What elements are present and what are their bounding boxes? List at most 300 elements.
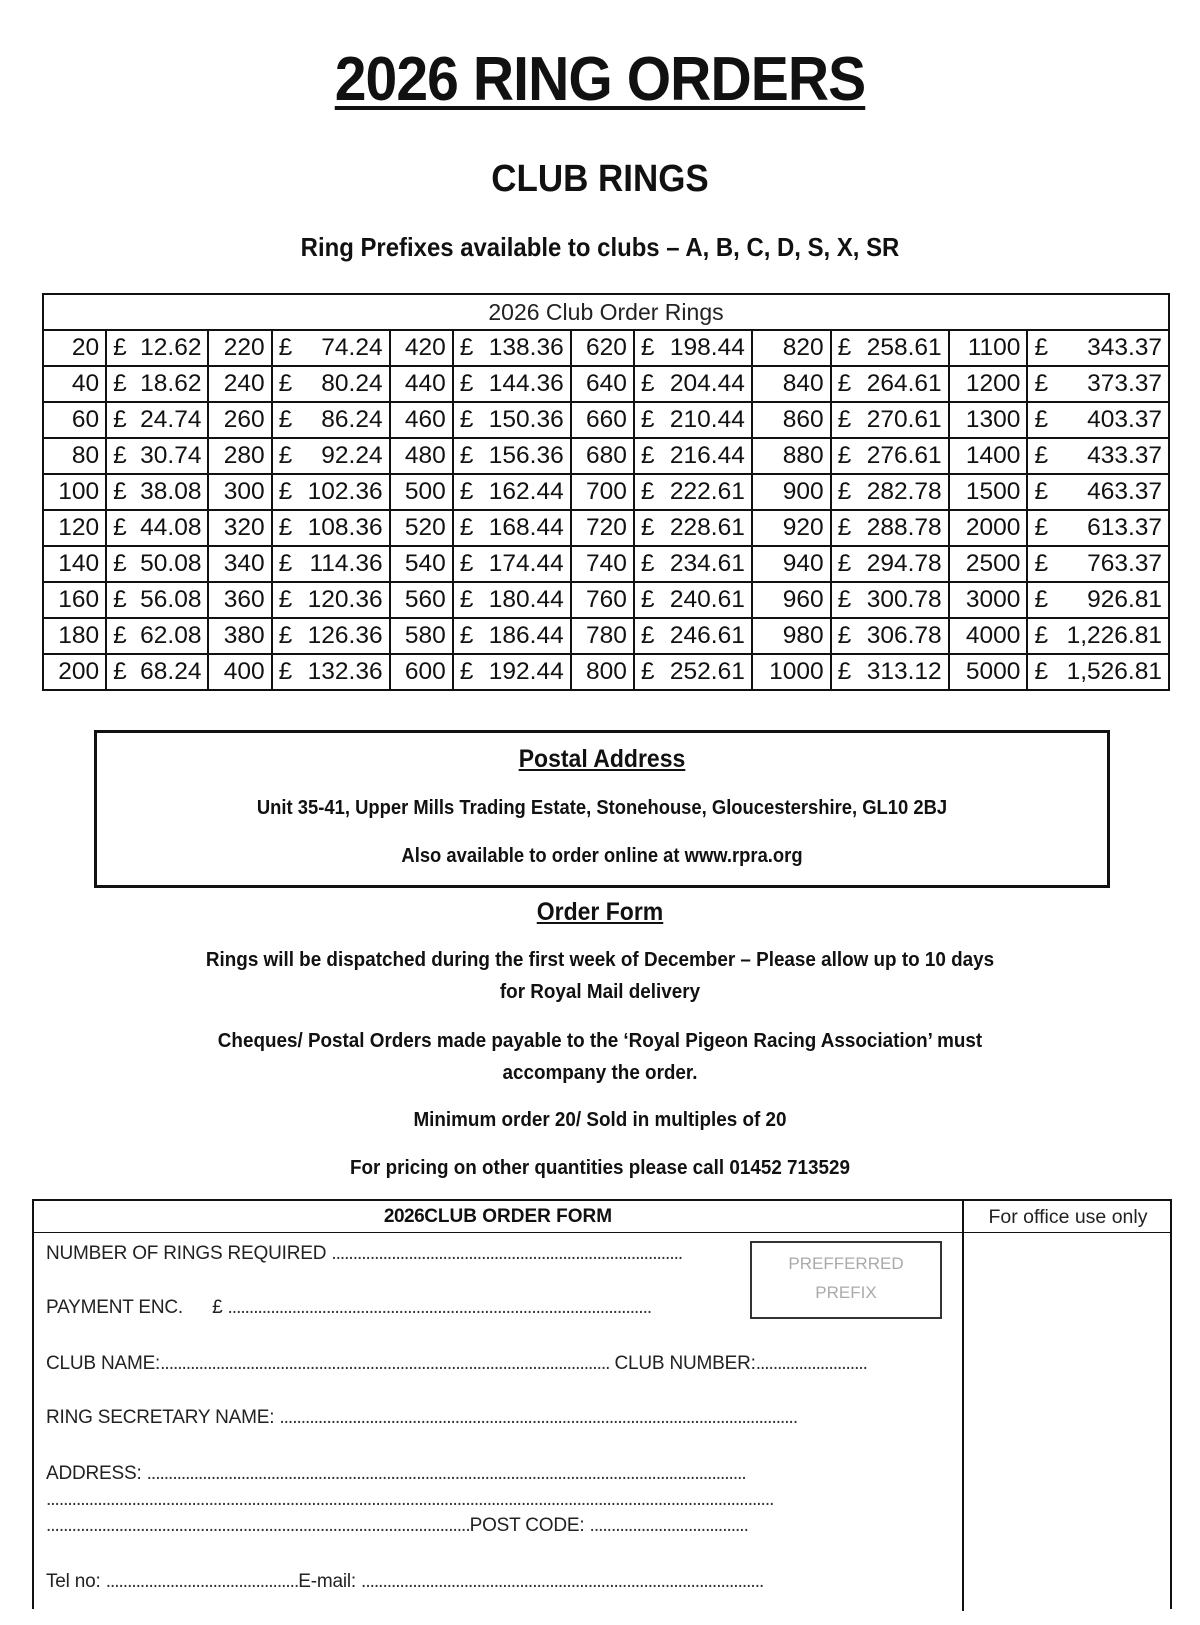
ring-price [453, 546, 571, 582]
ring-quantity: 520 [390, 510, 453, 546]
ring-price [634, 438, 752, 474]
price-amount: 80.24 [321, 370, 383, 397]
ring-price [272, 366, 390, 402]
currency-symbol: £ [640, 586, 655, 613]
ring-price [831, 510, 949, 546]
ring-quantity: 160 [43, 582, 106, 618]
ring-quantity: 220 [208, 330, 271, 366]
rings-required-label: NUMBER OF RINGS REQUIRED [46, 1243, 327, 1264]
ring-quantity: 500 [390, 474, 453, 510]
ring-quantity: 980 [752, 618, 831, 654]
ring-quantity: 360 [208, 582, 271, 618]
club-name-label: CLUB NAME: [46, 1353, 161, 1374]
currency-symbol: £ [1034, 514, 1049, 541]
price-amount: 192.44 [488, 658, 564, 685]
ring-quantity: 340 [208, 546, 271, 582]
price-amount: 210.44 [669, 406, 745, 433]
secretary-name-label: RING SECRETARY NAME: [46, 1407, 275, 1428]
ring-quantity: 740 [571, 546, 634, 582]
price-amount: 144.36 [488, 370, 564, 397]
ring-quantity: 2500 [949, 546, 1028, 582]
currency-symbol: £ [459, 442, 474, 469]
price-amount: 228.61 [669, 514, 745, 541]
ring-price [1027, 582, 1169, 618]
ring-quantity: 1500 [949, 474, 1028, 510]
currency-symbol: £ [113, 658, 127, 685]
ring-price [453, 402, 571, 438]
club-name-field[interactable] [46, 1353, 867, 1375]
currency-symbol: £ [837, 514, 852, 541]
currency-symbol: £ [459, 622, 474, 649]
price-amount: 174.44 [488, 550, 564, 577]
ring-price [106, 366, 208, 402]
price-amount: 62.08 [140, 622, 202, 649]
dispatch-notice [48, 944, 1152, 1008]
price-amount: 1,226.81 [1066, 622, 1162, 649]
price-amount: 1,526.81 [1066, 658, 1162, 685]
ring-quantity: 320 [208, 510, 271, 546]
currency-symbol: £ [113, 334, 127, 361]
ring-quantity: 200 [43, 654, 106, 690]
price-amount: 613.37 [1087, 514, 1162, 541]
currency-symbol: £ [640, 550, 655, 577]
price-amount: 74.24 [321, 334, 383, 361]
price-row [43, 366, 1169, 402]
ring-price [453, 330, 571, 366]
price-amount: 186.44 [488, 622, 564, 649]
price-amount: 138.36 [488, 334, 564, 361]
ring-price [634, 654, 752, 690]
price-amount: 108.36 [307, 514, 383, 541]
order-form-year: 2026 [383, 1206, 425, 1227]
currency-symbol: £ [113, 550, 127, 577]
ring-price [831, 474, 949, 510]
preferred-prefix-label-2: PREFIX [815, 1283, 877, 1302]
currency-symbol: £ [278, 406, 293, 433]
currency-symbol: £ [837, 550, 852, 577]
ring-price [634, 402, 752, 438]
ring-prefixes-text: Ring Prefixes available to clubs – A, B, C, D, S, X, SR [300, 232, 900, 262]
ring-quantity: 100 [43, 474, 106, 510]
ring-quantity: 440 [390, 366, 453, 402]
ring-price [272, 438, 390, 474]
currency-symbol: £ [278, 550, 293, 577]
office-use-label: For office use only [964, 1201, 1172, 1233]
ring-quantity: 420 [390, 330, 453, 366]
club-number-dots: .......................... [755, 1353, 867, 1374]
ring-quantity: 720 [571, 510, 634, 546]
currency-symbol: £ [837, 586, 852, 613]
email-label: E-mail: [298, 1571, 356, 1592]
ring-quantity: 1200 [949, 366, 1028, 402]
ring-price [453, 618, 571, 654]
price-table-title: 2026 Club Order Rings [43, 294, 1169, 330]
ring-price [453, 474, 571, 510]
office-use-column [962, 1201, 1172, 1611]
ring-quantity: 380 [208, 618, 271, 654]
currency-symbol: £ [278, 586, 293, 613]
ring-price [1027, 438, 1169, 474]
currency-symbol: £ [837, 442, 852, 469]
ring-quantity: 3000 [949, 582, 1028, 618]
price-row [43, 330, 1169, 366]
price-amount: 264.61 [866, 370, 942, 397]
ring-quantity: 1100 [949, 330, 1028, 366]
payment-field[interactable] [46, 1297, 651, 1319]
ring-price [106, 402, 208, 438]
ring-price [106, 582, 208, 618]
ring-price [1027, 618, 1169, 654]
price-amount: 68.24 [140, 658, 202, 685]
tel-dots: ............................................. [105, 1571, 299, 1592]
currency-symbol: £ [278, 334, 293, 361]
ring-quantity: 60 [43, 402, 106, 438]
ring-price [453, 510, 571, 546]
order-form-title [34, 1201, 962, 1233]
cheque-notice [48, 1025, 1152, 1089]
ring-quantity: 940 [752, 546, 831, 582]
ring-quantity: 960 [752, 582, 831, 618]
address-field[interactable] [46, 1463, 746, 1485]
ring-price [453, 438, 571, 474]
secretary-name-dots: ......................................................................................................................... [279, 1407, 798, 1428]
price-amount: 126.36 [307, 622, 383, 649]
club-order-form [32, 1199, 1172, 1609]
secretary-name-field[interactable] [46, 1407, 797, 1429]
ring-price [106, 546, 208, 582]
price-amount: 56.08 [140, 586, 202, 613]
order-form-heading: Order Form [536, 898, 664, 926]
ring-price [831, 618, 949, 654]
price-table [42, 293, 1170, 691]
ring-quantity: 80 [43, 438, 106, 474]
currency-symbol: £ [113, 514, 127, 541]
ring-quantity: 760 [571, 582, 634, 618]
address-dots: ............................................................................................................................................ [146, 1463, 746, 1484]
currency-symbol: £ [837, 478, 852, 505]
ring-quantity: 240 [208, 366, 271, 402]
ring-quantity: 120 [43, 510, 106, 546]
price-amount: 44.08 [140, 514, 202, 541]
cheque-line-1: Cheques/ Postal Orders made payable to the ‘Royal Pigeon Racing Association’ must [217, 1029, 983, 1052]
ring-price [831, 582, 949, 618]
ring-price [106, 654, 208, 690]
ring-price [272, 402, 390, 438]
price-amount: 288.78 [866, 514, 942, 541]
order-form-title-text: CLUB ORDER FORM [424, 1206, 613, 1227]
ring-quantity: 280 [208, 438, 271, 474]
tel-label: Tel no: [46, 1571, 101, 1592]
ring-quantity: 840 [752, 366, 831, 402]
currency-symbol: £ [113, 586, 127, 613]
currency-symbol: £ [640, 514, 655, 541]
price-amount: 92.24 [321, 442, 383, 469]
currency-symbol: £ [640, 334, 655, 361]
price-amount: 306.78 [866, 622, 942, 649]
price-table-body [43, 330, 1169, 690]
ring-price [1027, 546, 1169, 582]
currency-symbol: £ [1034, 406, 1049, 433]
ring-quantity: 560 [390, 582, 453, 618]
price-amount: 763.37 [1087, 550, 1162, 577]
currency-symbol: £ [459, 586, 474, 613]
currency-symbol: £ [640, 622, 655, 649]
ring-quantity: 800 [571, 654, 634, 690]
price-amount: 252.61 [669, 658, 745, 685]
ring-price [106, 618, 208, 654]
ring-quantity: 400 [208, 654, 271, 690]
currency-symbol: £ [640, 478, 655, 505]
postal-address-box [94, 730, 1110, 888]
currency-symbol: £ [113, 478, 127, 505]
ring-quantity: 900 [752, 474, 831, 510]
price-amount: 343.37 [1087, 334, 1162, 361]
ring-price [272, 654, 390, 690]
ring-price [1027, 474, 1169, 510]
address-label: ADDRESS: [46, 1463, 142, 1484]
currency-symbol: £ [1034, 586, 1049, 613]
currency-symbol: £ [278, 622, 293, 649]
ring-quantity: 660 [571, 402, 634, 438]
ring-price [1027, 330, 1169, 366]
ring-price [453, 654, 571, 690]
ring-quantity: 920 [752, 510, 831, 546]
dispatch-line-2: for Royal Mail delivery [499, 980, 701, 1003]
postal-address-text: Unit 35-41, Upper Mills Trading Estate, Stonehouse, Gloucestershire, GL10 2BJ [256, 797, 948, 819]
price-amount: 300.78 [866, 586, 942, 613]
ring-price [272, 330, 390, 366]
currency-symbol: £ [278, 658, 293, 685]
currency-symbol: £ [113, 406, 127, 433]
ring-quantity: 640 [571, 366, 634, 402]
price-amount: 102.36 [307, 478, 383, 505]
price-amount: 180.44 [488, 586, 564, 613]
price-row [43, 618, 1169, 654]
price-amount: 282.78 [866, 478, 942, 505]
price-amount: 222.61 [669, 478, 745, 505]
price-amount: 240.61 [669, 586, 745, 613]
address-line-2-dots: .......................................................................................................................................................................... [46, 1489, 774, 1510]
dispatch-line-1: Rings will be dispatched during the first week of December – Please allow up to 10 days [205, 948, 995, 971]
ring-quantity: 1400 [949, 438, 1028, 474]
ring-quantity: 20 [43, 330, 106, 366]
ring-quantity: 460 [390, 402, 453, 438]
ring-price [1027, 510, 1169, 546]
ring-price [1027, 402, 1169, 438]
pricing-call-text: For pricing on other quantities please call 01452 713529 [350, 1156, 850, 1179]
price-amount: 50.08 [140, 550, 202, 577]
price-amount: 132.36 [307, 658, 383, 685]
ring-quantity: 620 [571, 330, 634, 366]
currency-symbol: £ [459, 658, 474, 685]
price-row [43, 438, 1169, 474]
price-amount: 120.36 [307, 586, 383, 613]
currency-symbol: £ [459, 478, 474, 505]
ring-price [1027, 654, 1169, 690]
ring-price [831, 438, 949, 474]
ring-price [272, 474, 390, 510]
price-amount: 24.74 [140, 406, 202, 433]
currency-symbol: £ [1034, 622, 1049, 649]
ring-quantity: 860 [752, 402, 831, 438]
price-amount: 246.61 [669, 622, 745, 649]
address-line-3-dots: ................................................................................................... [46, 1515, 470, 1536]
price-amount: 150.36 [488, 406, 564, 433]
currency-symbol: £ [459, 370, 474, 397]
price-row [43, 510, 1169, 546]
ring-quantity: 300 [208, 474, 271, 510]
ring-quantity: 4000 [949, 618, 1028, 654]
price-row [43, 582, 1169, 618]
currency-symbol: £ [459, 550, 474, 577]
currency-symbol: £ [278, 478, 293, 505]
ring-price [634, 618, 752, 654]
currency-symbol: £ [1034, 478, 1049, 505]
preferred-prefix-field[interactable] [750, 1241, 942, 1319]
price-amount: 234.61 [669, 550, 745, 577]
currency-symbol: £ [837, 370, 852, 397]
currency-symbol: £ [459, 514, 474, 541]
ring-quantity: 680 [571, 438, 634, 474]
postcode-label: POST CODE: [469, 1515, 585, 1536]
contact-field[interactable] [46, 1571, 763, 1593]
postal-address-heading: Postal Address [518, 745, 686, 773]
price-amount: 30.74 [140, 442, 202, 469]
ring-price [272, 618, 390, 654]
ring-quantity: 40 [43, 366, 106, 402]
payment-dots: ................................................................................................... [227, 1297, 652, 1318]
price-amount: 114.36 [309, 550, 383, 577]
price-amount: 198.44 [669, 334, 745, 361]
ring-price [272, 510, 390, 546]
currency-symbol: £ [113, 370, 127, 397]
price-amount: 162.44 [488, 478, 564, 505]
currency-symbol: £ [1034, 442, 1049, 469]
ring-quantity: 880 [752, 438, 831, 474]
currency-symbol: £ [640, 658, 655, 685]
price-row [43, 402, 1169, 438]
ring-quantity: 700 [571, 474, 634, 510]
ring-price [831, 402, 949, 438]
postcode-field[interactable] [46, 1515, 748, 1537]
ring-price [634, 330, 752, 366]
currency-symbol: £ [1034, 370, 1049, 397]
ring-price [272, 546, 390, 582]
ring-price [831, 366, 949, 402]
currency-symbol: £ [1034, 550, 1049, 577]
ring-price [106, 510, 208, 546]
currency-symbol: £ [113, 442, 127, 469]
club-name-dots: ......................................................................................................... [160, 1353, 610, 1374]
rings-required-dots: .................................................................................. [331, 1243, 683, 1264]
address-line-2[interactable] [46, 1489, 773, 1511]
price-amount: 294.78 [866, 550, 942, 577]
price-row [43, 546, 1169, 582]
ring-price [831, 654, 949, 690]
ring-price [831, 546, 949, 582]
online-order-text: Also available to order online at www.rpra.org [401, 845, 803, 867]
ring-quantity: 820 [752, 330, 831, 366]
price-amount: 463.37 [1087, 478, 1162, 505]
price-amount: 12.62 [140, 334, 202, 361]
currency-symbol: £ [837, 334, 852, 361]
currency-symbol: £ [837, 622, 852, 649]
section-subtitle: CLUB RINGS [491, 158, 709, 200]
currency-symbol: £ [278, 514, 293, 541]
currency-symbol: £ [837, 658, 852, 685]
price-amount: 156.36 [488, 442, 564, 469]
email-dots: .............................................................................................. [361, 1571, 764, 1592]
ring-quantity: 5000 [949, 654, 1028, 690]
price-amount: 926.81 [1087, 586, 1162, 613]
currency-symbol: £ [113, 622, 127, 649]
price-amount: 373.37 [1087, 370, 1162, 397]
minimum-order-text: Minimum order 20/ Sold in multiples of 20 [413, 1108, 787, 1131]
ring-price [1027, 366, 1169, 402]
price-amount: 216.44 [669, 442, 745, 469]
ring-price [106, 474, 208, 510]
ring-price [272, 582, 390, 618]
price-amount: 403.37 [1087, 406, 1162, 433]
ring-price [106, 330, 208, 366]
currency-symbol: £ [640, 370, 655, 397]
ring-quantity: 1300 [949, 402, 1028, 438]
price-amount: 433.37 [1087, 442, 1162, 469]
price-row [43, 654, 1169, 690]
cheque-line-2: accompany the order. [502, 1061, 698, 1084]
ring-price [634, 582, 752, 618]
price-amount: 258.61 [866, 334, 942, 361]
ring-price [634, 510, 752, 546]
currency-symbol: £ [459, 406, 474, 433]
ring-quantity: 140 [43, 546, 106, 582]
ring-quantity: 780 [571, 618, 634, 654]
price-amount: 313.12 [866, 658, 942, 685]
payment-currency: £ [212, 1297, 223, 1318]
payment-label: PAYMENT ENC. [46, 1297, 183, 1318]
currency-symbol: £ [640, 406, 655, 433]
currency-symbol: £ [640, 442, 655, 469]
currency-symbol: £ [278, 370, 293, 397]
preferred-prefix-label-1: PREFFERRED [788, 1254, 904, 1273]
price-amount: 18.62 [140, 370, 202, 397]
currency-symbol: £ [1034, 658, 1049, 685]
ring-quantity: 1000 [752, 654, 831, 690]
price-amount: 204.44 [669, 370, 745, 397]
ring-price [634, 474, 752, 510]
ring-price [453, 366, 571, 402]
ring-price [831, 330, 949, 366]
ring-price [106, 438, 208, 474]
price-amount: 276.61 [866, 442, 942, 469]
club-number-label: CLUB NUMBER: [614, 1353, 756, 1374]
ring-quantity: 480 [390, 438, 453, 474]
price-amount: 38.08 [140, 478, 202, 505]
ring-price [453, 582, 571, 618]
currency-symbol: £ [1034, 334, 1049, 361]
currency-symbol: £ [278, 442, 293, 469]
ring-quantity: 2000 [949, 510, 1028, 546]
ring-quantity: 580 [390, 618, 453, 654]
rings-required-field[interactable] [46, 1243, 682, 1265]
price-amount: 86.24 [321, 406, 383, 433]
ring-quantity: 180 [43, 618, 106, 654]
ring-quantity: 540 [390, 546, 453, 582]
page-title: 2026 RING ORDERS [334, 45, 866, 114]
currency-symbol: £ [459, 334, 474, 361]
price-amount: 270.61 [866, 406, 942, 433]
ring-price [634, 546, 752, 582]
